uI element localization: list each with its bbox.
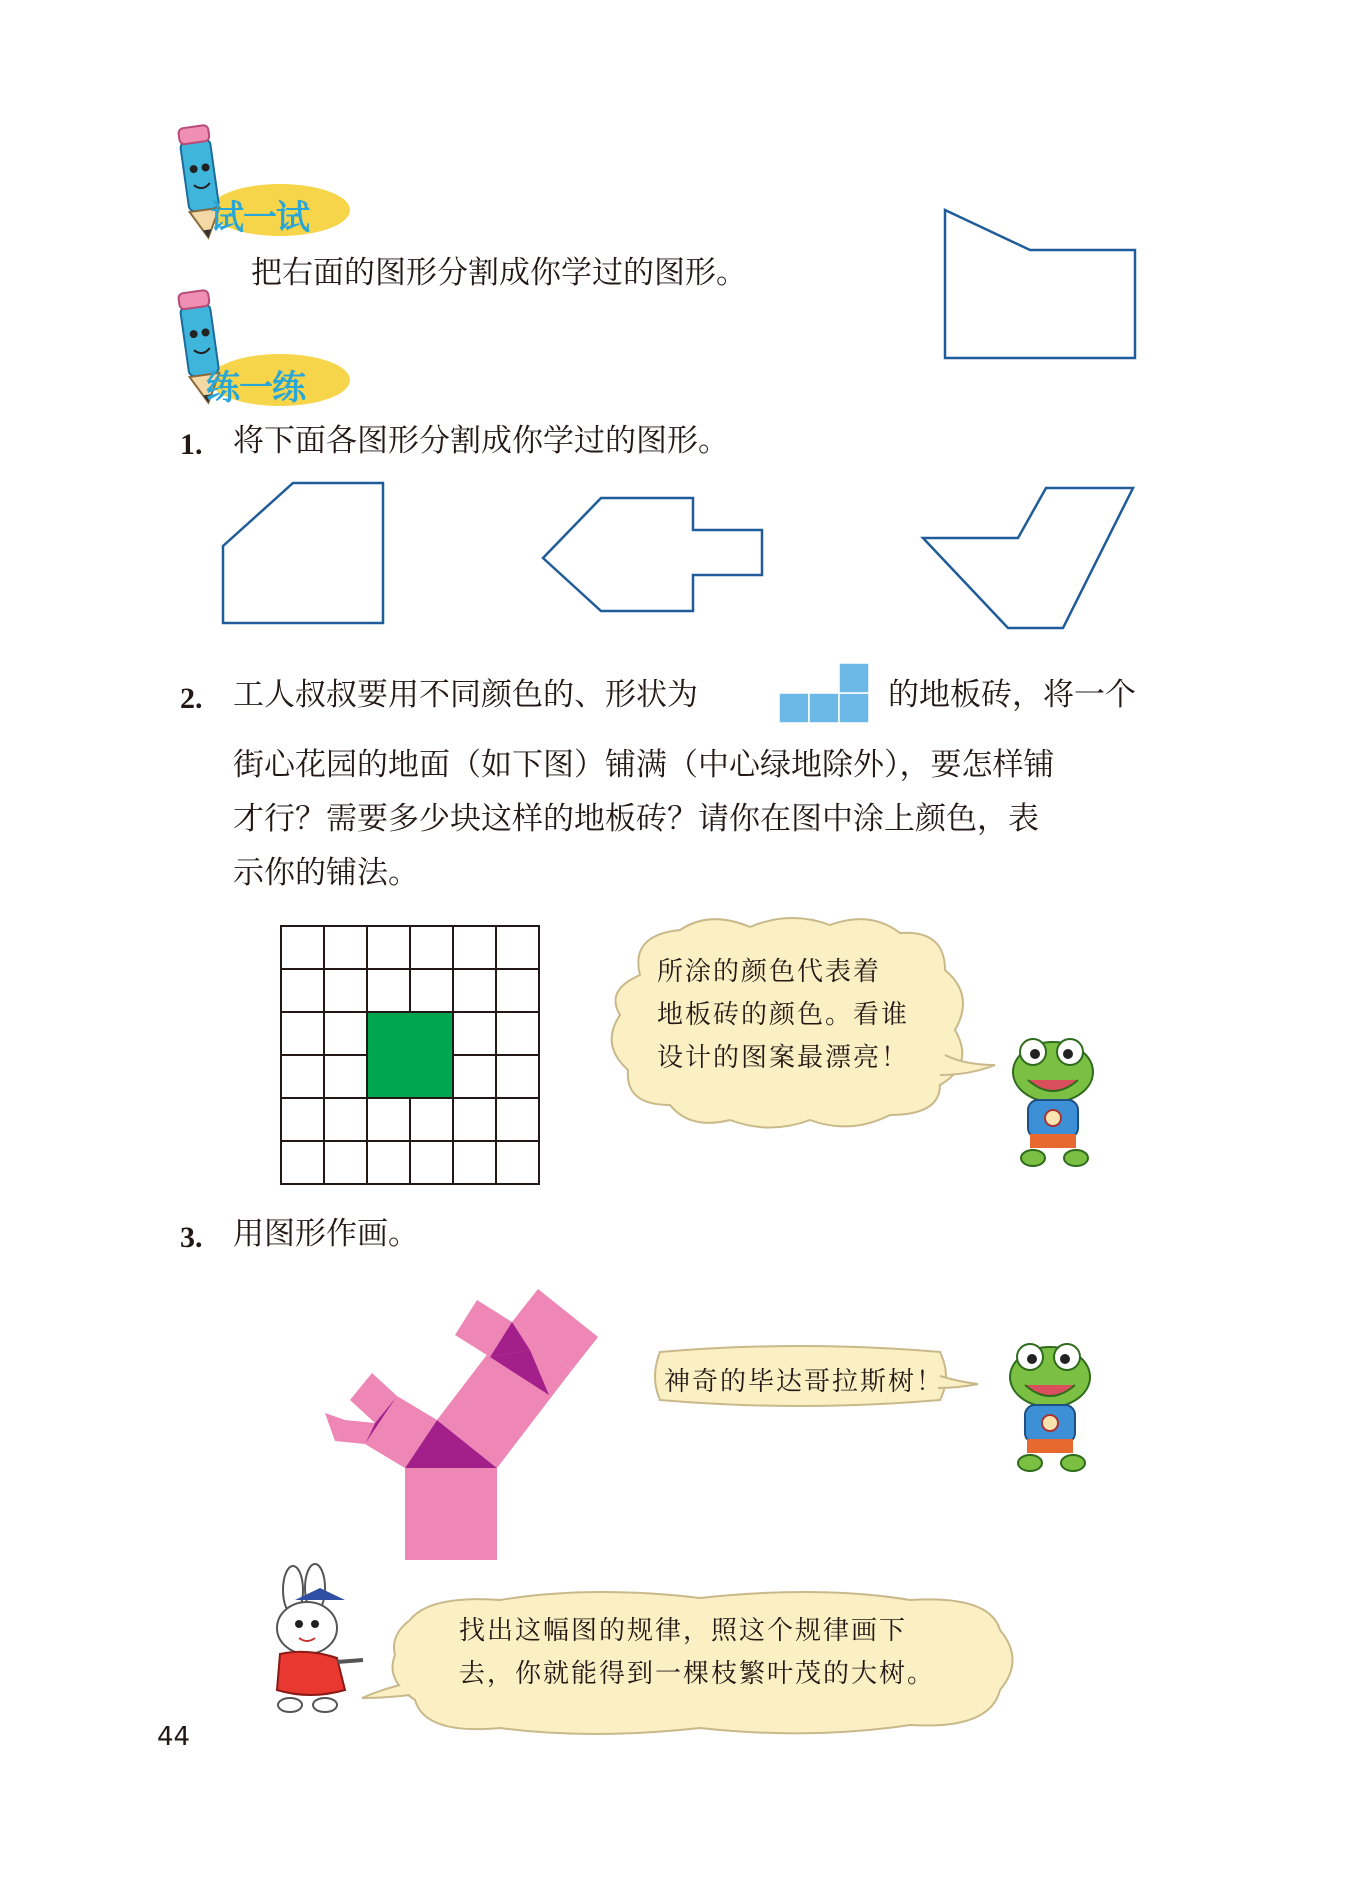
rabbit-mascot-icon bbox=[255, 1570, 375, 1720]
page-number: 44 bbox=[157, 1722, 191, 1752]
q1-shape-a bbox=[218, 478, 388, 628]
q3-text: 用图形作画。 bbox=[233, 1216, 419, 1252]
practice-header bbox=[150, 290, 350, 410]
bubble-rabbit-line2: 去，你就能得到一棵枝繁叶茂的大树。 bbox=[459, 1659, 936, 1689]
try-title: 试一试 bbox=[210, 198, 309, 238]
q2-number: 2. bbox=[180, 682, 203, 715]
q2-line4: 示你的铺法。 bbox=[233, 855, 419, 891]
frog-mascot-icon bbox=[998, 1030, 1108, 1170]
bubble-frog1-line1: 所涂的颜色代表着 bbox=[657, 957, 882, 987]
q3-number: 3. bbox=[180, 1221, 203, 1254]
q2-line2: 街心花园的地面（如下图）铺满（中心绿地除外），要怎样铺 bbox=[233, 747, 1055, 783]
practice-title: 练一练 bbox=[206, 368, 305, 408]
bubble-frog2: 神奇的毕达哥拉斯树！ bbox=[664, 1367, 945, 1397]
try-instruction: 把右面的图形分割成你学过的图形。 bbox=[251, 255, 747, 291]
q1-text: 将下面各图形分割成你学过的图形。 bbox=[233, 423, 729, 459]
pythagoras-tree bbox=[325, 1295, 625, 1585]
try-shape bbox=[940, 205, 1140, 375]
bubble-rabbit-line1: 找出这幅图的规律，照这个规律画下 bbox=[459, 1616, 908, 1646]
q2-line1-b: 的地板砖，将一个 bbox=[888, 677, 1136, 713]
q1-shape-b bbox=[538, 493, 768, 623]
try-header bbox=[150, 120, 350, 240]
q1-shape-c bbox=[918, 483, 1138, 633]
bubble-frog1-line2: 地板砖的颜色。看谁 bbox=[657, 1000, 910, 1030]
q2-line1-a: 工人叔叔要用不同颜色的、形状为 bbox=[233, 677, 698, 713]
q1-number: 1. bbox=[180, 428, 203, 461]
bubble-frog1-line3: 设计的图案最漂亮！ bbox=[657, 1043, 910, 1073]
q2-line3: 才行？需要多少块这样的地板砖？请你在图中涂上颜色，表 bbox=[233, 801, 1039, 837]
l-tile-icon bbox=[778, 662, 873, 726]
garden-grid bbox=[280, 925, 542, 1187]
frog-mascot-icon bbox=[995, 1335, 1105, 1475]
